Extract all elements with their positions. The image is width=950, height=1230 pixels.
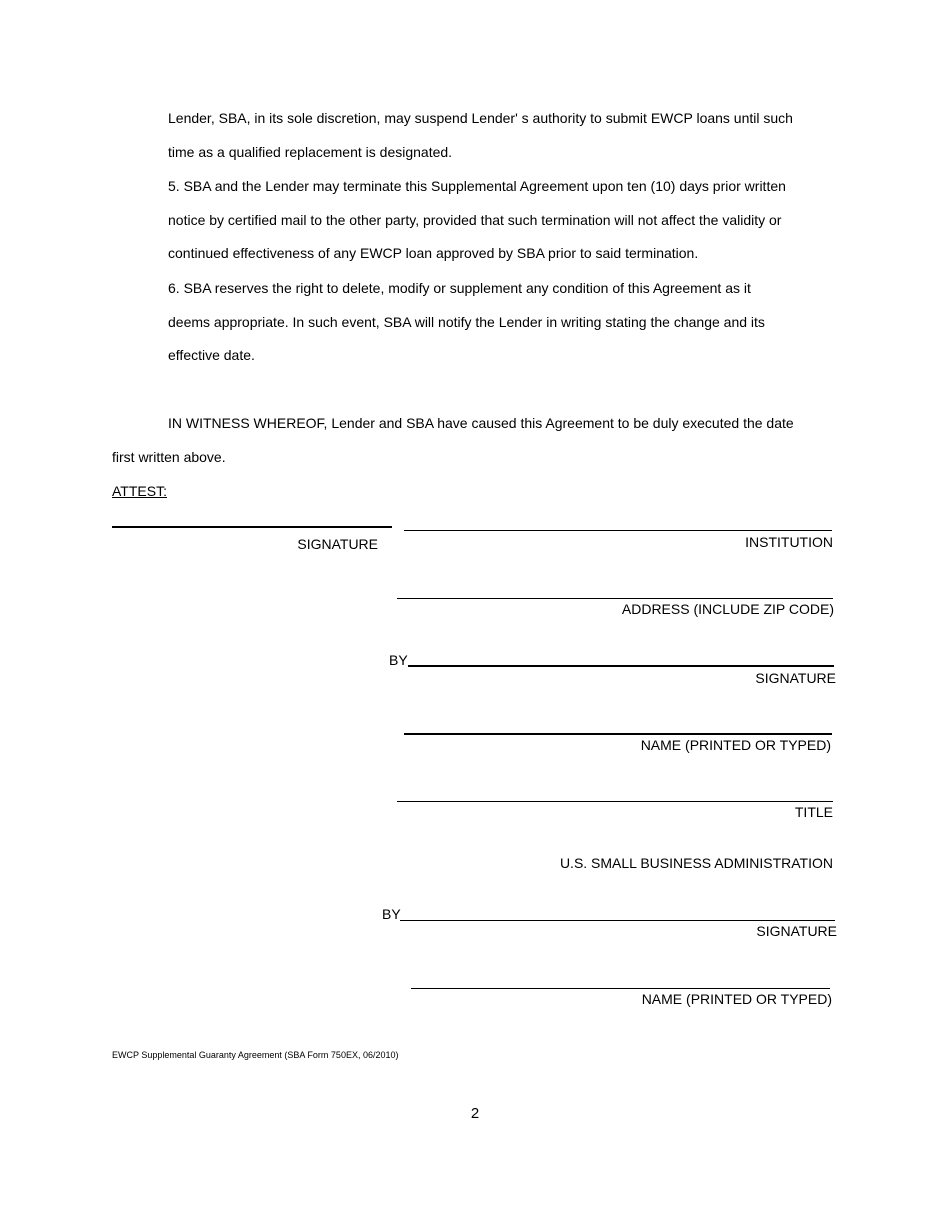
by-label-sba: BY bbox=[382, 906, 401, 922]
witness-line-1: IN WITNESS WHEREOF, Lender and SBA have caused this Agreement to be duly executed the date bbox=[168, 415, 794, 431]
sba-signature-caption: SIGNATURE bbox=[756, 923, 837, 939]
lender-name-caption: NAME (PRINTED OR TYPED) bbox=[640, 737, 831, 753]
address-line[interactable] bbox=[397, 598, 833, 599]
address-caption: ADDRESS (INCLUDE ZIP CODE) bbox=[621, 601, 834, 617]
paragraph-4-line-1: Lender, SBA, in its sole discretion, may suspend Lender' s authority to submit EWCP loans until such bbox=[168, 110, 793, 126]
sba-signature-line[interactable] bbox=[400, 920, 835, 921]
sba-name-caption: NAME (PRINTED OR TYPED) bbox=[641, 991, 832, 1007]
paragraph-4-line-2: time as a qualified replacement is designated. bbox=[168, 144, 453, 160]
lender-title-line[interactable] bbox=[397, 801, 833, 802]
institution-line[interactable] bbox=[404, 530, 832, 531]
attest-signature-caption: SIGNATURE bbox=[297, 536, 378, 552]
page-number: 2 bbox=[470, 1105, 480, 1122]
paragraph-6-line-1: 6. SBA reserves the right to delete, modify or supplement any condition of this Agreement as it bbox=[168, 280, 751, 296]
attest-signature-line[interactable] bbox=[112, 526, 392, 528]
paragraph-6-line-2: deems appropriate. In such event, SBA will notify the Lender in writing stating the change and its bbox=[168, 314, 765, 330]
witness-line-2: first written above. bbox=[112, 449, 226, 465]
attest-label: ATTEST: bbox=[112, 483, 167, 499]
institution-caption: INSTITUTION bbox=[745, 534, 833, 550]
paragraph-5-line-1: 5. SBA and the Lender may terminate this Supplemental Agreement upon ten (10) days prior written bbox=[168, 178, 786, 194]
lender-title-caption: TITLE bbox=[794, 804, 833, 820]
paragraph-6-line-3: effective date. bbox=[168, 347, 255, 363]
lender-signature-caption: SIGNATURE bbox=[755, 670, 836, 686]
lender-name-line[interactable] bbox=[404, 733, 832, 735]
sba-name-line[interactable] bbox=[411, 988, 830, 989]
sba-heading: U.S. SMALL BUSINESS ADMINISTRATION bbox=[559, 855, 833, 871]
form-identifier: EWCP Supplemental Guaranty Agreement (SBA Form 750EX, 06/2010) bbox=[112, 1050, 399, 1060]
paragraph-5-line-2: notice by certified mail to the other party, provided that such termination will not affect the validity or bbox=[168, 212, 782, 228]
paragraph-5-line-3: continued effectiveness of any EWCP loan approved by SBA prior to said termination. bbox=[168, 245, 699, 261]
by-label-lender: BY bbox=[389, 652, 408, 668]
lender-signature-line[interactable] bbox=[408, 665, 834, 667]
